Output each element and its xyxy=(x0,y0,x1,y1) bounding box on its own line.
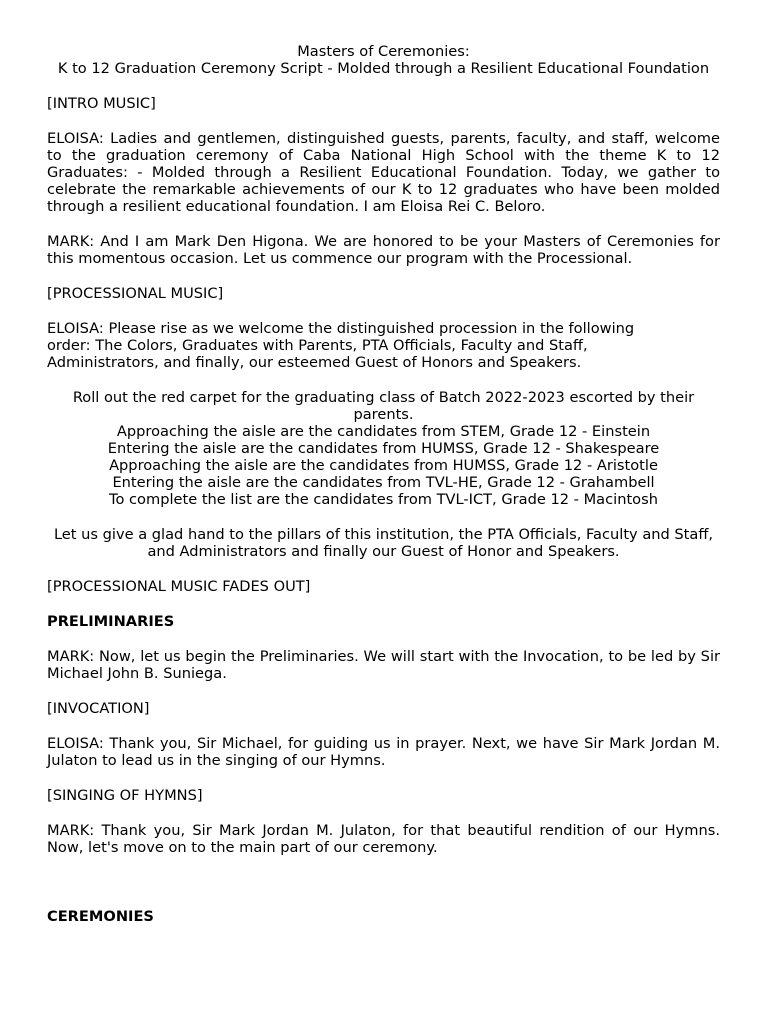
eloisa-processional-paragraph: ELOISA: Please rise as we welcome the distinguished procession in the following order: The Colors, Graduates with Parents, PTA Officials, Faculty and Staff, Administrators, and finally, our esteemed Guest of Honors and Speakers. xyxy=(47,320,635,371)
intro-music-cue: [INTRO MUSIC] xyxy=(47,95,156,112)
procession-line-2: Entering the aisle are the candidates from HUMSS, Grade 12 - Shakespeare xyxy=(107,440,660,457)
mark-preliminaries-paragraph: MARK: Now, let us begin the Preliminaries. We will start with the Invocation, to be led by Sir Michael John B. Suniega. xyxy=(47,648,720,682)
eloisa-intro-paragraph: ELOISA: Ladies and gentlemen, distinguished guests, parents, faculty, and staff, welcome to the graduation ceremony of Caba National High School with the theme K to 12 Graduates: - Molded through a Resilient Educational Foundation. Today, we gather to celebrate the remarkable achievements of our K to 12 graduates who have been molded through a resilient educational foundation. I am Eloisa Rei C. Beloro. xyxy=(47,130,720,215)
glad-hand-paragraph: Let us give a glad hand to the pillars of this institution, the PTA Officials, Faculty and Staff, and Administrators and finally our Guest of Honor and Speakers. xyxy=(53,526,714,560)
procession-line-4: Entering the aisle are the candidates from TVL-HE, Grade 12 - Grahambell xyxy=(112,474,655,491)
title-line-2: K to 12 Graduation Ceremony Script - Molded through a Resilient Educational Foundation xyxy=(57,60,710,77)
procession-line-1: Approaching the aisle are the candidates from STEM, Grade 12 - Einstein xyxy=(116,423,651,440)
mark-hymns-paragraph: MARK: Thank you, Sir Mark Jordan M. Julaton, for that beautiful rendition of our Hymns. Now, let's move on to the main part of our ceremony. xyxy=(47,822,720,856)
processional-music-cue: [PROCESSIONAL MUSIC] xyxy=(47,285,224,302)
eloisa-hymns-paragraph: ELOISA: Thank you, Sir Michael, for guiding us in prayer. Next, we have Sir Mark Jordan M. Julaton to lead us in the singing of our Hymns. xyxy=(47,735,720,769)
invocation-cue: [INVOCATION] xyxy=(47,700,150,717)
mark-intro-paragraph: MARK: And I am Mark Den Higona. We are honored to be your Masters of Ceremonies for this momentous occasion. Let us commence our program with the Processional. xyxy=(47,233,720,267)
procession-order-block xyxy=(47,389,720,508)
document-title xyxy=(47,43,720,77)
preliminaries-heading: PRELIMINARIES xyxy=(47,613,175,630)
procession-line-3: Approaching the aisle are the candidates from HUMSS, Grade 12 - Aristotle xyxy=(109,457,658,474)
ceremonies-heading: CEREMONIES xyxy=(47,908,154,925)
procession-line-5: To complete the list are the candidates from TVL-ICT, Grade 12 - Macintosh xyxy=(109,491,658,508)
procession-line-0: Roll out the red carpet for the graduating class of Batch 2022-2023 escorted by their parents. xyxy=(72,389,695,423)
singing-hymns-cue: [SINGING OF HYMNS] xyxy=(47,787,203,804)
title-line-1: Masters of Ceremonies: xyxy=(297,43,470,60)
processional-fades-cue: [PROCESSIONAL MUSIC FADES OUT] xyxy=(47,578,311,595)
